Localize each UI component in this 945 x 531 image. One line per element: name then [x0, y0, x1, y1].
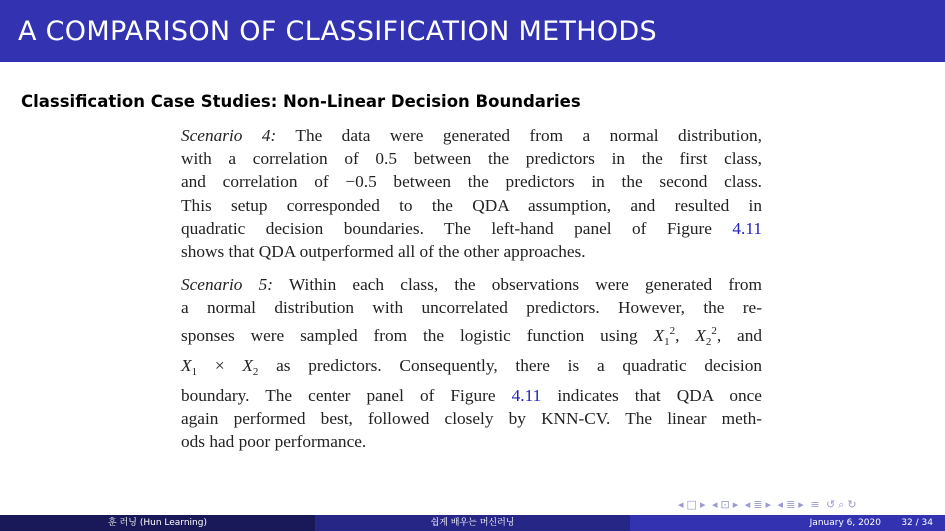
scenario-4-line-6: shows that QDA outperformed all of the other approaches.	[181, 242, 586, 262]
slide-subtitle: Classification Case Studies: Non-Linear Decision Boundaries	[21, 92, 581, 111]
math-sup: 2	[669, 324, 676, 337]
footer-short-title: 쉽게 배우는 머신러닝	[315, 515, 630, 531]
scenario-4-line-3: and correlation of −0.5 between the predictors in the second class.	[181, 172, 762, 192]
math-x1-times-x2	[181, 355, 259, 378]
math-sub: 2	[705, 335, 712, 348]
math-sub: 2	[252, 365, 259, 378]
math-var: X	[242, 355, 253, 375]
nav-frame-icon[interactable]: □	[686, 498, 697, 511]
title-bar	[0, 0, 945, 62]
nav-doc-icon[interactable]: ≡	[810, 498, 820, 511]
scenario-4-line-5	[181, 217, 762, 240]
text-run: indicates that QDA once	[557, 386, 762, 406]
nav-prev-section-icon[interactable]: ◂	[744, 498, 751, 511]
footer-author: 훈 러닝 (Hun Learning)	[0, 515, 315, 531]
nav-prev-frame-icon[interactable]: ◂	[678, 498, 684, 511]
nav-next-frame-icon[interactable]: ▸	[699, 498, 706, 511]
nav-search-icon[interactable]: ⌕	[838, 498, 845, 511]
scenario-5-label: Scenario 5:	[181, 275, 274, 295]
slide-title: A COMPARISON OF CLASSIFICATION METHODS	[18, 16, 657, 47]
nav-section-icon[interactable]: ≣	[753, 498, 763, 511]
nav-search-back-icon[interactable]: ↺	[826, 498, 836, 511]
text-run: ,	[675, 325, 680, 345]
scenario-4-label: Scenario 4:	[181, 126, 277, 145]
text-run: Within each class, the observations were generated from	[288, 275, 762, 295]
scenario-5-paragraph	[181, 273, 762, 453]
nav-subsection-icon[interactable]: ≣	[786, 498, 796, 511]
beamer-navigation	[678, 498, 940, 512]
math-sub: 1	[191, 365, 198, 378]
figure-ref-link[interactable]: 4.11	[732, 218, 762, 238]
text-run: quadratic decision boundaries. The left-hand panel of Figure	[181, 218, 712, 238]
math-op: ×	[214, 355, 225, 375]
math-x1-squared	[653, 324, 676, 348]
nav-next-subsection-icon[interactable]: ▸	[798, 498, 804, 511]
math-var: X	[181, 355, 192, 375]
text-run: The data were generated from a normal distribution,	[295, 126, 762, 145]
scenario-5-line-7: ods had poor performance.	[181, 432, 367, 452]
scenario-4-line-2: with a correlation of 0.5 between the predictors in the first class,	[181, 149, 762, 169]
scenario-4-paragraph	[181, 124, 762, 263]
footer-page-number: 32 / 34	[901, 518, 933, 528]
text-run: ,	[716, 325, 722, 345]
math-var: X	[695, 325, 706, 345]
nav-next-sub-icon[interactable]: ▸	[732, 498, 739, 511]
text-run: boundary. The center panel of Figure	[181, 386, 496, 406]
math-x2-squared	[695, 324, 717, 348]
scenario-5-line-1	[181, 273, 762, 296]
nav-sub-icon[interactable]: ⊡	[720, 498, 730, 511]
text-run: sponses were sampled from the logistic function using	[181, 325, 638, 345]
figure-ref-link[interactable]: 4.11	[511, 386, 542, 406]
scenario-4-line-4: This setup corresponded to the QDA assumption, and resulted in	[181, 195, 762, 215]
nav-next-section-icon[interactable]: ▸	[765, 498, 772, 511]
nav-prev-sub-icon[interactable]: ◂	[711, 498, 718, 511]
scenario-5-line-3	[181, 320, 762, 354]
math-var: X	[653, 325, 665, 345]
scenario-5-line-2: a normal distribution with uncorrelated predictors. However, the re-	[181, 298, 762, 318]
nav-search-fwd-icon[interactable]: ↻	[847, 498, 857, 511]
nav-prev-subsection-icon[interactable]: ◂	[777, 498, 784, 511]
math-sub: 1	[664, 335, 670, 348]
scenario-5-line-5	[181, 384, 762, 407]
footer-date: January 6, 2020	[809, 518, 881, 528]
scenario-5-line-4	[181, 354, 762, 384]
footer-right	[630, 515, 945, 531]
scenario-5-line-6: again performed best, followed closely by KNN-CV. The linear meth-	[181, 409, 762, 429]
slide-body	[181, 124, 762, 464]
footer	[0, 515, 945, 531]
math-sup: 2	[711, 324, 717, 337]
scenario-4-line-1	[181, 124, 762, 147]
text-run: as predictors. Consequently, there is a quadratic decision	[276, 355, 762, 375]
text-run: and	[737, 325, 762, 345]
